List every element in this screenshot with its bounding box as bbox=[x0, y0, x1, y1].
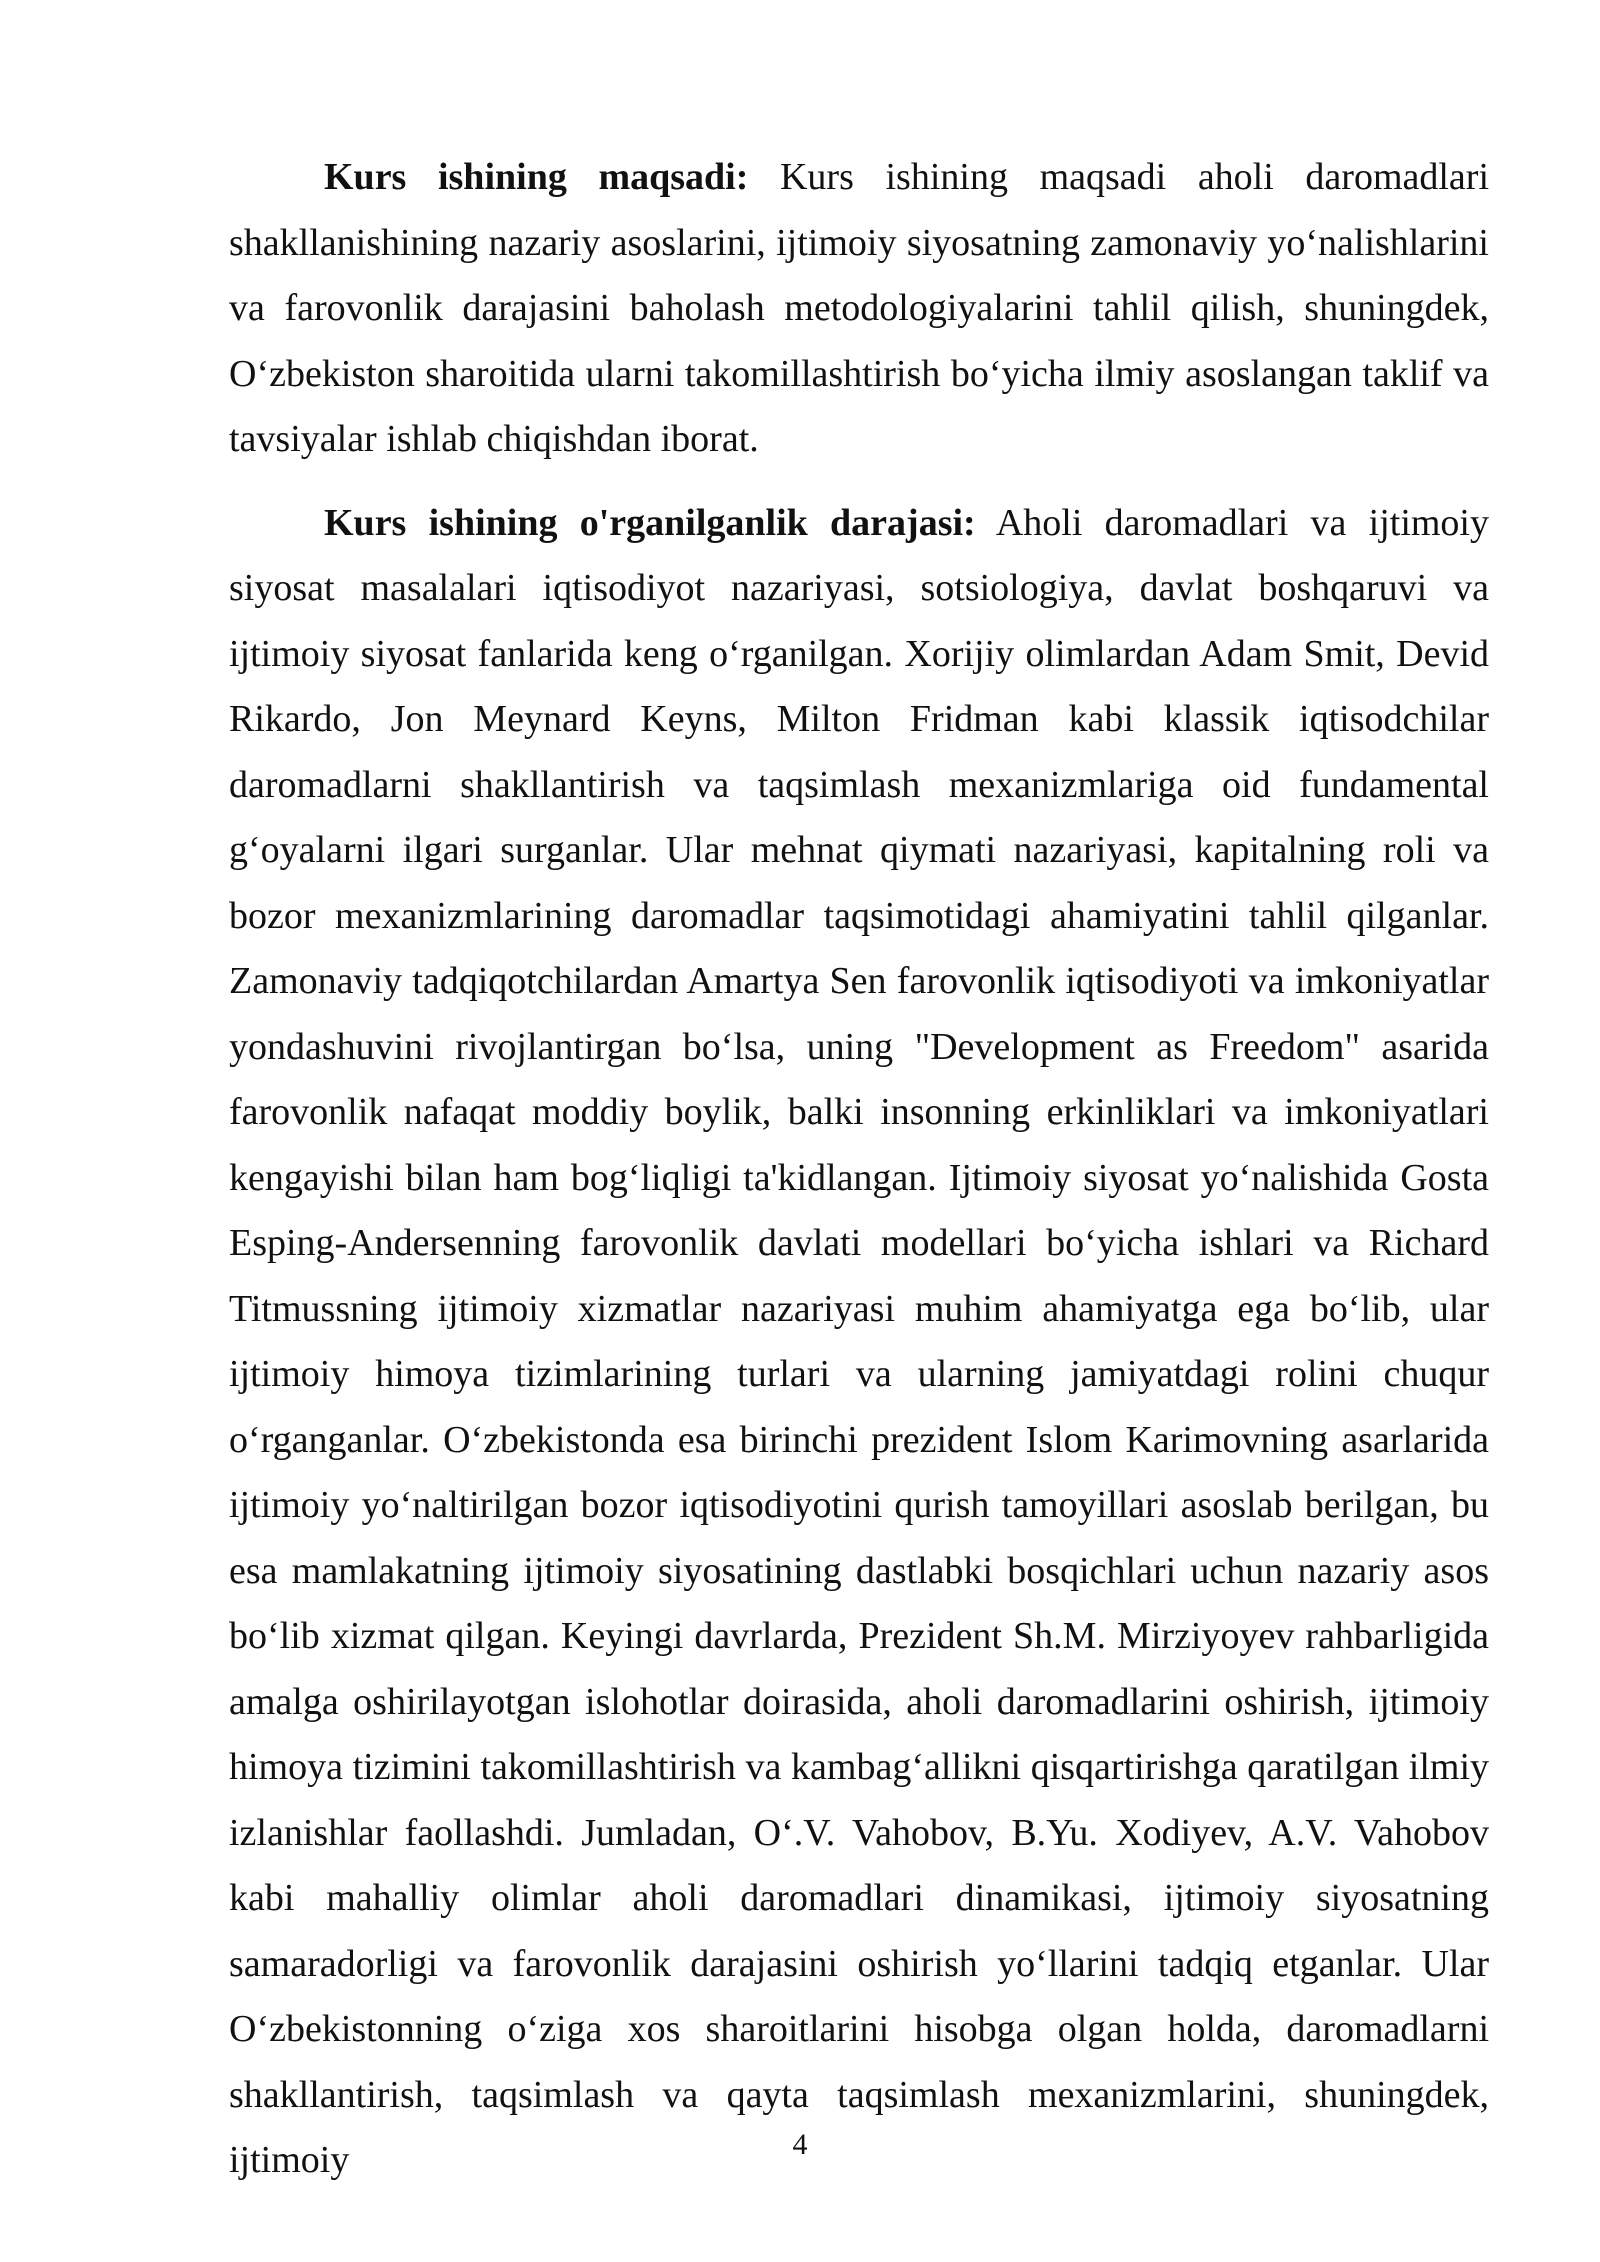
paragraph-aim bbox=[229, 145, 1489, 473]
paragraph-heading-study-level: Kurs ishining o'rganilganlik darajasi: bbox=[324, 501, 976, 544]
paragraph-heading-aim: Kurs ishining maqsadi: bbox=[324, 156, 749, 198]
page-number: 4 bbox=[792, 2128, 808, 2161]
paragraph-study-level bbox=[229, 491, 1489, 2194]
page-body bbox=[229, 145, 1489, 2212]
paragraph-text-aim: Kurs ishining maqsadi aholi daromadlari shakllanishining nazariy asoslarini, ijtimoiy siyosatning zamonaviy yo‘nalishlarini va farovonlik darajasini baholash metodologiyalarini tahlil qilish, shuningdek, O‘zbekiston sharoitida ularni takomillashtirish bo‘yicha ilmiy asoslangan taklif va tavsiyalar ishlab chiqishdan iborat. bbox=[229, 156, 1489, 460]
paragraph-text-study-level: Aholi daromadlari va ijtimoiy siyosat masalalari iqtisodiyot nazariyasi, sotsiologiya, davlat boshqaruvi va ijtimoiy siyosat fanlarida keng o‘rganilgan. Xorijiy olimlardan Adam Smit, Devid Rikardo, Jon Meynard Keyns, Milton Fridman kabi klassik iqtisodchilar daromadlarni shakllantirish va taqsimlash mexanizmlariga oid fundamental g‘oyalarni ilgari surganlar. Ular mehnat qiymati nazariyasi, kapitalning roli va bozor mexanizmlarining daromadlar taqsimotidagi ahamiyatini tahlil qilganlar. Zamonaviy tadqiqotchilardan Amartya Sen farovonlik iqtisodiyoti va imkoniyatlar yondashuvini rivojlantirgan bo‘lsa, uning "Development as Freedom" asarida farovonlik nafaqat moddiy boylik, balki insonning erkinliklari va imkoniyatlari kengayishi bilan ham bog‘liqligi ta'kidlangan. Ijtimoiy siyosat yo‘nalishida Gosta Esping-Andersenning farovonlik davlati modellari bo‘yicha ishlari va Richard Titmussning ijtimoiy xizmatlar nazariyasi muhim ahamiyatga ega bo‘lib, ular ijtimoiy himoya tizimlarining turlari va ularning jamiyatdagi rolini chuqur o‘rganganlar. O‘zbekistonda esa birinchi prezident Islom Karimovning asarlarida ijtimoiy yo‘naltirilgan bozor iqtisodiyotini qurish tamoyillari asoslab berilgan, bu esa mamlakatning ijtimoiy siyosatining dastlabki bosqichlari uchun nazariy asos bo‘lib xizmat qilgan. Keyingi davrlarda, Prezident Sh.M. Mirziyoyev rahbarligida amalga oshirilayotgan islohotlar doirasida, aholi daromadlarini oshirish, ijtimoiy himoya tizimini takomillashtirish va kambag‘allikni qisqartirishga qaratilgan ilmiy izlanishlar faollashdi. Jumladan, O‘.V. Vahobov, B.Yu. Xodiyev, A.V. Vahobov kabi mahalliy olimlar aholi daromadlari dinamikasi, ijtimoiy siyosatning samaradorligi va farovonlik darajasini oshirish yo‘llarini tadqiq etganlar. Ular O‘zbekistonning o‘ziga xos sharoitlarini hisobga olgan holda, daromadlarni shakllantirish, taqsimlash va qayta taqsimlash mexanizmlarini, shuningdek, ijtimoiy bbox=[229, 501, 1489, 2181]
